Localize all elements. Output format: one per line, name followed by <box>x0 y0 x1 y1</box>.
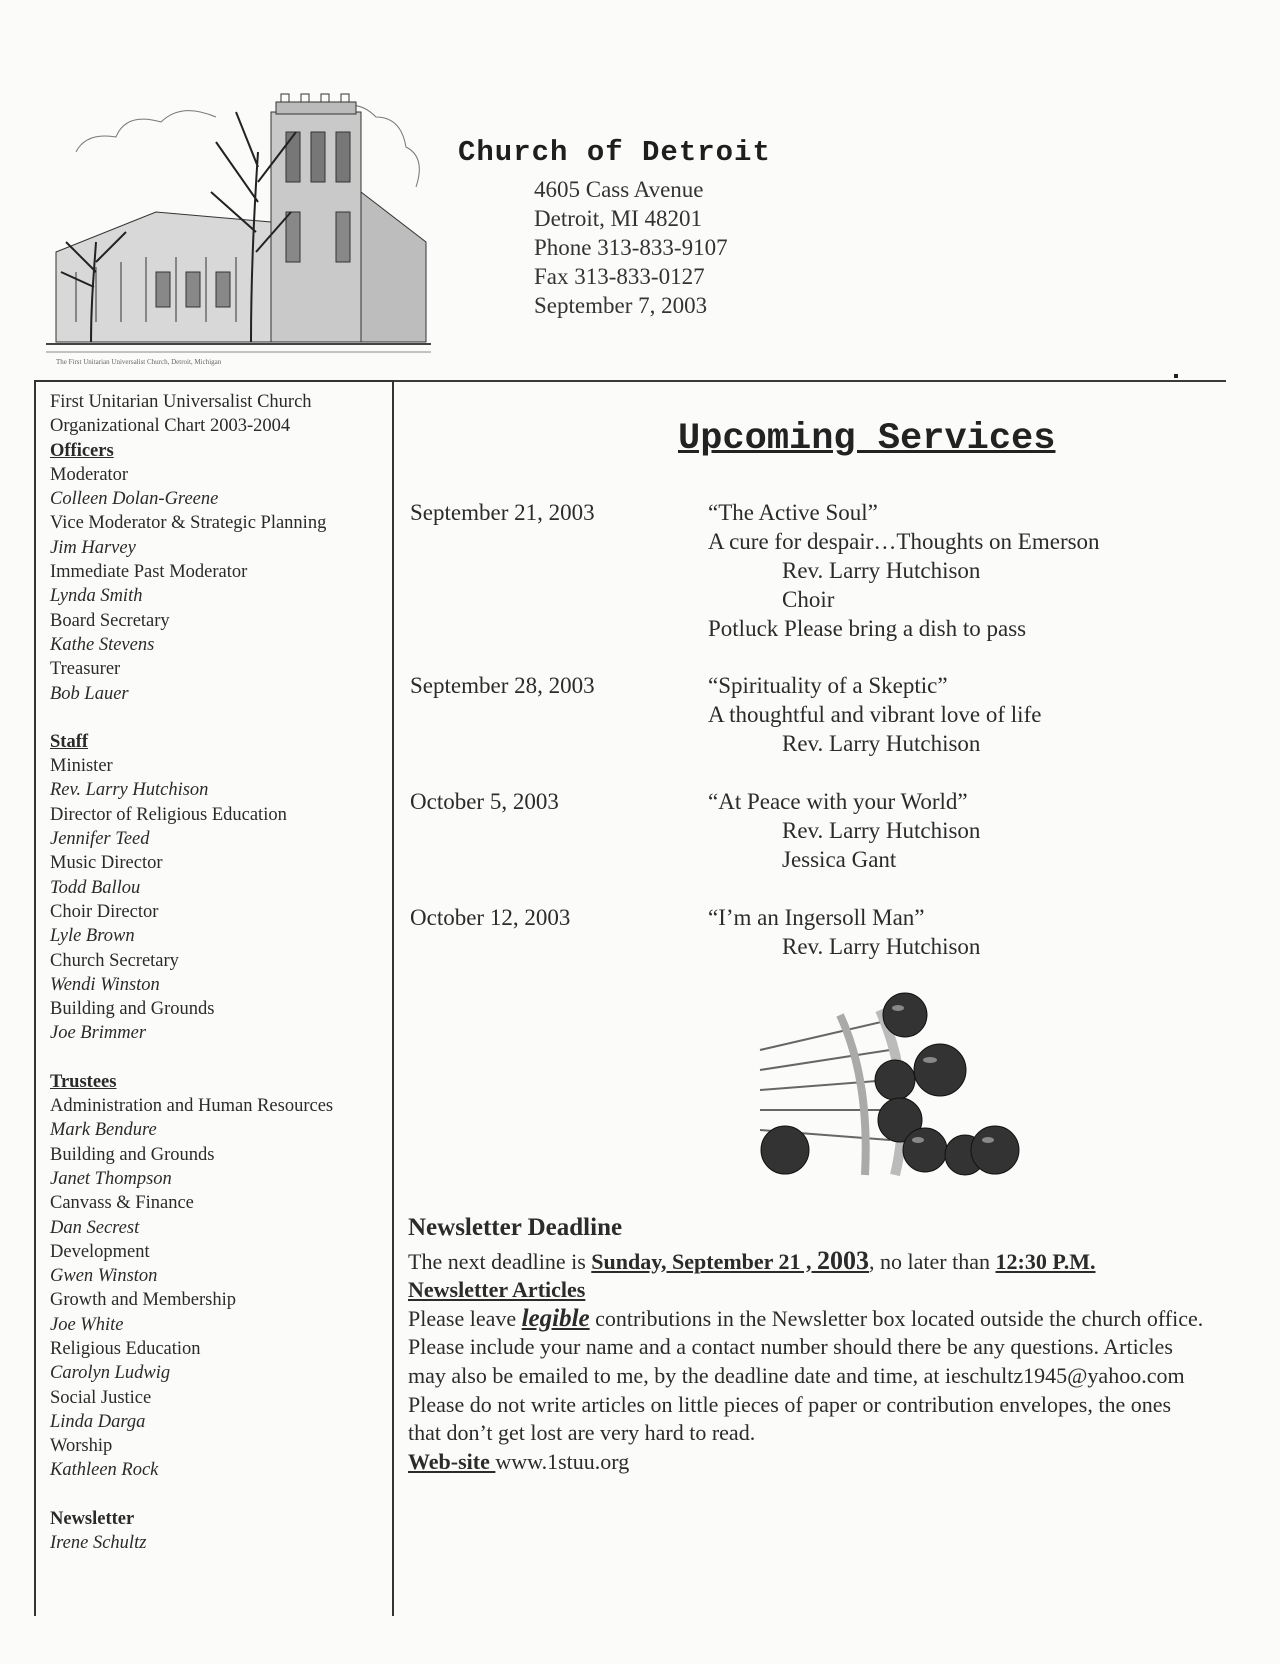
role: Growth and Membership <box>50 1290 236 1311</box>
person-name: Joe Brimmer <box>50 1023 147 1044</box>
section-heading-officers: Officers <box>50 440 114 461</box>
apple-basket-icon <box>750 990 1020 1180</box>
person-name: Kathe Stevens <box>50 634 155 655</box>
newsletter-deadline-section <box>408 1214 1208 1476</box>
legible-emphasis: legible <box>521 1304 590 1332</box>
role: Music Director <box>50 853 163 874</box>
role: Moderator <box>50 464 129 485</box>
person-name: Colleen Dolan-Greene <box>50 489 219 510</box>
person-name: Linda Darga <box>50 1411 146 1432</box>
sermon-title: “Spirituality of a Skeptic” <box>708 673 948 698</box>
deadline-date: Sunday, September 21 , 2003 <box>591 1245 870 1275</box>
person-name: Mark Bendure <box>50 1120 157 1141</box>
role: Immediate Past Moderator <box>50 562 248 583</box>
role: Worship <box>50 1436 113 1457</box>
role: Canvass & Finance <box>50 1193 194 1214</box>
section-heading-newsletter: Newsletter <box>50 1508 135 1529</box>
church-illustration <box>36 72 436 372</box>
sermon-subtitle: A thoughtful and vibrant love of life <box>708 702 1042 727</box>
role: Building and Grounds <box>50 999 215 1020</box>
sermon-title: “The Active Soul” <box>708 500 878 525</box>
person-name: Lynda Smith <box>50 586 143 607</box>
person-name: Dan Secrest <box>50 1217 140 1238</box>
role: Religious Education <box>50 1338 201 1359</box>
role: Choir Director <box>50 901 159 922</box>
address-block <box>534 175 771 320</box>
org-chart-title: First Unitarian Universalist Church <box>50 392 312 412</box>
illustration-caption: The First Unitarian Universalist Church, Detroit, Michigan <box>56 358 222 366</box>
service-date: September 28, 2003 <box>410 673 595 698</box>
person-name: Carolyn Ludwig <box>50 1363 171 1384</box>
person-name: Gwen Winston <box>50 1266 158 1287</box>
role: Social Justice <box>50 1387 152 1408</box>
section-heading-trustees: Trustees <box>50 1071 117 1092</box>
sermon-title: “I’m an Ingersoll Man” <box>708 905 925 930</box>
service-speaker: Rev. Larry Hutchison <box>782 818 981 843</box>
service-music: Choir <box>782 587 835 612</box>
fax-number: Fax 313-833-0127 <box>534 264 705 289</box>
deadline-time: 12:30 P.M. <box>995 1248 1096 1274</box>
service-date: October 5, 2003 <box>410 789 559 814</box>
role: Church Secretary <box>50 950 179 971</box>
role: Vice Moderator & Strategic Planning <box>50 513 327 534</box>
header-dot <box>1174 374 1178 378</box>
person-name: Kathleen Rock <box>50 1460 159 1481</box>
role: Treasurer <box>50 659 121 680</box>
person-name: Todd Ballou <box>50 877 141 898</box>
service-date: September 21, 2003 <box>410 500 595 525</box>
role: Administration and Human Resources <box>50 1096 334 1117</box>
articles-heading: Newsletter Articles <box>408 1277 586 1303</box>
section-heading-staff: Staff <box>50 731 89 752</box>
org-chart-subtitle: Organizational Chart 2003-2004 <box>50 416 291 437</box>
deadline-lead: The next deadline is <box>408 1248 592 1274</box>
articles-instructions: Please leave legible contributions in the Newsletter box located outside the church office. Please include your name and a contact number should there be any questions. Articles may also be emailed to me, by the deadline date and time, at ieschultz1945@yahoo.com <box>408 1304 1204 1388</box>
service-speaker: Rev. Larry Hutchison <box>782 558 981 583</box>
services-title: Upcoming Services <box>678 418 1056 460</box>
person-name: Wendi Winston <box>50 974 160 995</box>
address-street: 4605 Cass Avenue <box>534 177 704 202</box>
person-name: Bob Lauer <box>50 683 129 704</box>
person-name: Irene Schultz <box>50 1533 147 1554</box>
address-city: Detroit, MI 48201 <box>534 206 703 231</box>
deadline-line <box>408 1247 1208 1277</box>
service-date: October 12, 2003 <box>410 905 571 930</box>
issue-date: September 7, 2003 <box>534 293 708 318</box>
church-name: Church of Detroit <box>458 136 771 169</box>
website-label: Web-site <box>408 1448 496 1474</box>
website-url[interactable]: www.1stuu.org <box>495 1448 630 1474</box>
person-name: Joe White <box>50 1314 124 1335</box>
service-note: Potluck Please bring a dish to pass <box>708 616 1027 641</box>
deadline-mid: , no later than <box>869 1248 996 1274</box>
deadline-heading: Newsletter Deadline <box>408 1214 623 1241</box>
service-music: Jessica Gant <box>782 847 897 872</box>
service-speaker: Rev. Larry Hutchison <box>782 934 981 959</box>
articles-warning: Please do not write articles on little pieces of paper or contribution envelopes, the ones that don’t get lost are very hard to read. <box>408 1391 1172 1446</box>
person-name: Jennifer Teed <box>50 829 150 850</box>
website-line <box>408 1448 1208 1477</box>
role: Minister <box>50 756 113 777</box>
phone-number: Phone 313-833-9107 <box>534 235 728 260</box>
person-name: Janet Thompson <box>50 1168 172 1189</box>
role: Building and Grounds <box>50 1144 215 1165</box>
person-name: Rev. Larry Hutchison <box>50 780 209 801</box>
sermon-title: “At Peace with your World” <box>708 789 968 814</box>
person-name: Jim Harvey <box>50 537 136 558</box>
role: Director of Religious Education <box>50 804 287 825</box>
person-name: Lyle Brown <box>50 926 135 947</box>
role: Board Secretary <box>50 610 170 631</box>
letterhead <box>458 136 771 320</box>
header-divider <box>378 380 1226 382</box>
role: Development <box>50 1241 150 1262</box>
sermon-subtitle: A cure for despair…Thoughts on Emerson <box>708 529 1100 554</box>
org-chart-sidebar <box>34 380 394 1616</box>
service-speaker: Rev. Larry Hutchison <box>782 731 981 756</box>
